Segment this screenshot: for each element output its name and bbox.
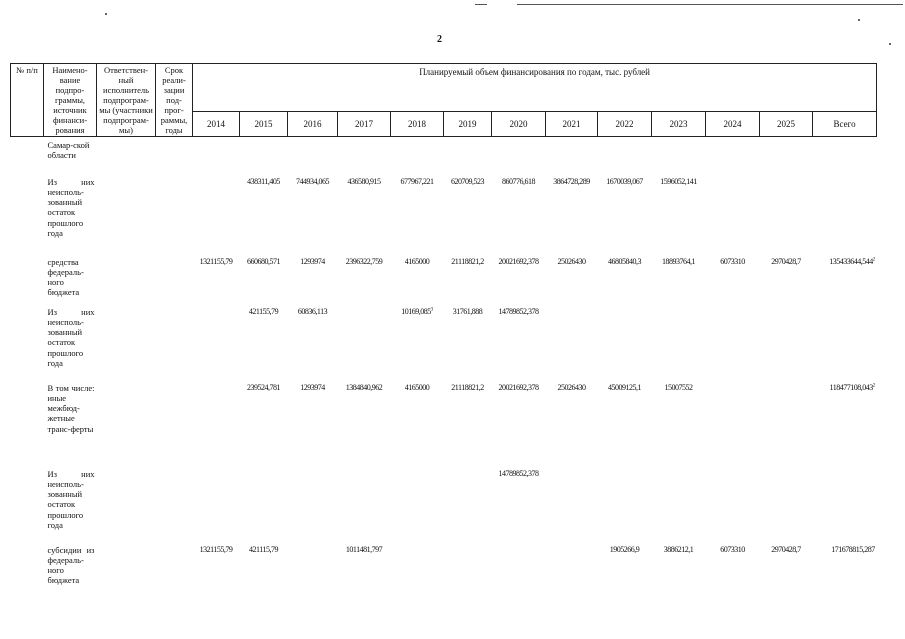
value-text: 45009125,1 bbox=[608, 382, 641, 392]
row-executor-cell bbox=[97, 254, 156, 304]
row-number-cell bbox=[11, 174, 44, 254]
row-value-cell bbox=[444, 254, 492, 304]
value-text: 1293974 bbox=[300, 256, 325, 266]
row-value-cell bbox=[492, 137, 546, 174]
footnote-mark: 2 bbox=[872, 382, 875, 388]
header-num: № п/п bbox=[11, 64, 44, 137]
row-value-cell bbox=[288, 254, 338, 304]
header-year: 2015 bbox=[240, 111, 288, 136]
row-value-cell bbox=[288, 466, 338, 542]
row-value-cell bbox=[706, 542, 760, 602]
row-value-cell bbox=[546, 380, 598, 466]
row-value-cell bbox=[546, 254, 598, 304]
row-value-cell bbox=[546, 542, 598, 602]
value-text: 1670039,067 bbox=[606, 176, 643, 186]
row-value-cell bbox=[760, 466, 813, 542]
row-term-cell bbox=[156, 466, 193, 542]
scan-dot bbox=[105, 13, 107, 15]
value-text: 421115,79 bbox=[249, 544, 278, 554]
value-text: 31761,888 bbox=[452, 306, 483, 316]
header-year: 2023 bbox=[652, 111, 706, 136]
row-number-cell bbox=[11, 254, 44, 304]
row-value-cell bbox=[598, 174, 652, 254]
row-value-cell bbox=[652, 380, 706, 466]
row-value-cell bbox=[193, 542, 240, 602]
row-value-cell bbox=[598, 542, 652, 602]
value-text: 3886212,1 bbox=[663, 544, 694, 554]
row-name-cell: Из них неисполь-зованный остаток прошлого года bbox=[47, 468, 95, 530]
row-value-cell bbox=[338, 174, 391, 254]
header-term: Срок реали-зации под-прог-раммы, годы bbox=[156, 64, 193, 137]
row-value-cell bbox=[598, 137, 652, 174]
value-text: 620709,523 bbox=[451, 176, 484, 186]
row-value-cell bbox=[444, 466, 492, 542]
row-value-cell bbox=[546, 466, 598, 542]
row-value-cell bbox=[546, 137, 598, 174]
value-text: 20021692,378 bbox=[498, 256, 539, 266]
row-value-cell bbox=[760, 137, 813, 174]
value-text: 3864728,289 bbox=[553, 176, 590, 186]
row-name-cell: субсидии из федераль-ного бюджета bbox=[47, 544, 95, 586]
header-year: 2014 bbox=[193, 111, 240, 136]
row-value-cell bbox=[444, 380, 492, 466]
value-text: 171678815,287 bbox=[831, 544, 875, 554]
header-year: 2018 bbox=[391, 111, 444, 136]
row-value-cell bbox=[391, 466, 444, 542]
header-year: 2021 bbox=[546, 111, 598, 136]
table-row bbox=[11, 254, 877, 304]
header-year: 2016 bbox=[288, 111, 338, 136]
header-year: 2022 bbox=[598, 111, 652, 136]
row-value-cell bbox=[338, 542, 391, 602]
row-value-cell bbox=[193, 254, 240, 304]
row-total-cell bbox=[813, 542, 877, 602]
header-year: 2025 bbox=[760, 111, 813, 136]
row-value-cell bbox=[288, 137, 338, 174]
row-value-cell bbox=[760, 174, 813, 254]
row-value-cell bbox=[240, 137, 288, 174]
row-name-cell: Из них неисполь-зованный остаток прошлого года bbox=[47, 176, 95, 238]
row-value-cell bbox=[391, 304, 444, 380]
value-text: 2970428,7 bbox=[771, 256, 801, 266]
value-text: 1905266,9 bbox=[609, 544, 640, 554]
value-text: 10169,085 bbox=[401, 306, 431, 316]
financing-table bbox=[10, 63, 877, 602]
header-year: 2019 bbox=[444, 111, 492, 136]
row-value-cell bbox=[706, 137, 760, 174]
value-text: 60836,113 bbox=[297, 306, 328, 316]
value-text: 1596052,141 bbox=[660, 176, 697, 186]
row-value-cell bbox=[193, 304, 240, 380]
row-value-cell bbox=[492, 542, 546, 602]
value-text: 25026430 bbox=[557, 382, 586, 392]
value-text: 21118821,2 bbox=[451, 256, 484, 266]
row-value-cell bbox=[288, 542, 338, 602]
header-executor: Ответствен-ный исполнитель подпрограм-мы (участники подпрограм-мы) bbox=[97, 64, 156, 137]
row-total-cell bbox=[813, 254, 877, 304]
row-name-cell: Из них неисполь-зованный остаток прошлого года bbox=[47, 306, 95, 368]
row-total-cell bbox=[813, 304, 877, 380]
row-value-cell bbox=[546, 304, 598, 380]
row-value-cell bbox=[193, 380, 240, 466]
value-text: 1293974 bbox=[300, 382, 325, 392]
value-text: 1321155,79 bbox=[199, 256, 233, 266]
table-row bbox=[11, 380, 877, 466]
row-term-cell bbox=[156, 137, 193, 174]
row-value-cell bbox=[444, 174, 492, 254]
row-total-cell bbox=[813, 466, 877, 542]
row-value-cell bbox=[598, 304, 652, 380]
row-value-cell bbox=[444, 137, 492, 174]
row-total-cell bbox=[813, 380, 877, 466]
value-text: 744934,065 bbox=[296, 176, 329, 186]
page-number: 2 bbox=[437, 34, 442, 45]
row-value-cell bbox=[193, 174, 240, 254]
row-executor-cell bbox=[97, 137, 156, 174]
scan-dot bbox=[889, 43, 891, 45]
value-text: 14789852,378 bbox=[498, 468, 539, 478]
row-executor-cell bbox=[97, 174, 156, 254]
row-value-cell bbox=[652, 466, 706, 542]
table-body bbox=[11, 137, 877, 602]
row-value-cell bbox=[760, 304, 813, 380]
table-row bbox=[11, 466, 877, 542]
row-value-cell bbox=[391, 254, 444, 304]
row-value-cell bbox=[492, 466, 546, 542]
row-term-cell bbox=[156, 380, 193, 466]
row-value-cell bbox=[240, 380, 288, 466]
value-text: 118477108,043 bbox=[829, 382, 873, 392]
row-value-cell bbox=[391, 137, 444, 174]
row-executor-cell bbox=[97, 380, 156, 466]
row-executor-cell bbox=[97, 466, 156, 542]
header-year: 2024 bbox=[706, 111, 760, 136]
row-value-cell bbox=[288, 174, 338, 254]
row-value-cell bbox=[240, 466, 288, 542]
row-value-cell bbox=[652, 542, 706, 602]
value-text: 1321155,79 bbox=[199, 544, 233, 554]
row-value-cell bbox=[706, 466, 760, 542]
row-value-cell bbox=[391, 380, 444, 466]
row-executor-cell bbox=[97, 542, 156, 602]
row-value-cell bbox=[338, 254, 391, 304]
row-value-cell bbox=[391, 542, 444, 602]
row-term-cell bbox=[156, 254, 193, 304]
value-text: 421155,79 bbox=[248, 306, 279, 316]
row-value-cell bbox=[338, 137, 391, 174]
row-number-cell bbox=[11, 137, 44, 174]
row-value-cell bbox=[240, 304, 288, 380]
row-value-cell bbox=[760, 380, 813, 466]
header-year: 2017 bbox=[338, 111, 391, 136]
table-row bbox=[11, 304, 877, 380]
value-text: 2970428,7 bbox=[771, 544, 801, 554]
row-value-cell bbox=[760, 254, 813, 304]
value-text: 4165000 bbox=[404, 256, 430, 266]
row-value-cell bbox=[492, 174, 546, 254]
row-value-cell bbox=[288, 380, 338, 466]
table-row bbox=[11, 137, 877, 174]
row-number-cell bbox=[11, 466, 44, 542]
row-value-cell bbox=[706, 174, 760, 254]
value-text: 25026430 bbox=[557, 256, 586, 266]
row-total-cell bbox=[813, 174, 877, 254]
row-value-cell bbox=[598, 380, 652, 466]
row-value-cell bbox=[338, 466, 391, 542]
value-text: 660680,571 bbox=[247, 256, 280, 266]
row-value-cell bbox=[760, 542, 813, 602]
row-value-cell bbox=[706, 254, 760, 304]
scan-dot bbox=[858, 19, 860, 21]
row-number-cell bbox=[11, 304, 44, 380]
row-value-cell bbox=[598, 254, 652, 304]
table-row bbox=[11, 174, 877, 254]
value-text: 860776,618 bbox=[502, 176, 535, 186]
row-value-cell bbox=[546, 174, 598, 254]
row-value-cell bbox=[193, 137, 240, 174]
row-value-cell bbox=[338, 304, 391, 380]
row-value-cell bbox=[444, 542, 492, 602]
row-term-cell bbox=[156, 174, 193, 254]
value-text: 677967,221 bbox=[400, 176, 434, 186]
row-name-cell: средства федераль-ного бюджета bbox=[47, 256, 84, 298]
value-text: 20021692,378 bbox=[498, 382, 539, 392]
row-value-cell bbox=[240, 542, 288, 602]
value-text: 1011481,797 bbox=[345, 544, 383, 554]
row-value-cell bbox=[492, 304, 546, 380]
row-number-cell bbox=[11, 380, 44, 466]
row-value-cell bbox=[706, 304, 760, 380]
row-term-cell bbox=[156, 304, 193, 380]
header-total: Всего bbox=[813, 111, 877, 136]
row-value-cell bbox=[652, 254, 706, 304]
header-row-group bbox=[11, 64, 877, 112]
top-rule-short bbox=[475, 4, 487, 5]
value-text: 14789852,378 bbox=[498, 306, 539, 316]
value-text: 436580,915 bbox=[347, 176, 381, 186]
row-value-cell bbox=[492, 254, 546, 304]
row-name-cell: Самар-ской области bbox=[47, 140, 90, 161]
value-text: 6073310 bbox=[720, 544, 745, 554]
value-text: 135433644,544 bbox=[829, 256, 873, 266]
value-text: 239524,781 bbox=[247, 382, 280, 392]
row-value-cell bbox=[391, 174, 444, 254]
row-value-cell bbox=[598, 466, 652, 542]
row-value-cell bbox=[288, 304, 338, 380]
row-value-cell bbox=[338, 380, 391, 466]
row-value-cell bbox=[652, 174, 706, 254]
row-value-cell bbox=[240, 254, 288, 304]
row-value-cell bbox=[492, 380, 546, 466]
row-value-cell bbox=[240, 174, 288, 254]
value-text: 46805840,3 bbox=[608, 256, 641, 266]
value-text: 2396322,759 bbox=[345, 256, 383, 266]
footnote-mark: 2 bbox=[872, 256, 875, 262]
value-text: 438311,405 bbox=[247, 176, 280, 186]
value-text: 15007552 bbox=[664, 382, 693, 392]
value-text: 6073310 bbox=[720, 256, 745, 266]
table-row bbox=[11, 542, 877, 602]
header-name: Наимено-вание подпро-граммы, источник финанси-рования bbox=[44, 64, 97, 137]
header-year: 2020 bbox=[492, 111, 546, 136]
value-text: 18893764,1 bbox=[662, 256, 695, 266]
value-text: 21118821,2 bbox=[451, 382, 484, 392]
row-value-cell bbox=[193, 466, 240, 542]
row-total-cell bbox=[813, 137, 877, 174]
row-executor-cell bbox=[97, 304, 156, 380]
row-value-cell bbox=[706, 380, 760, 466]
row-value-cell bbox=[652, 137, 706, 174]
footnote-mark: 3 bbox=[430, 306, 433, 312]
row-name-cell: В том числе: иные межбюд-жетные транс-ферты bbox=[47, 382, 95, 434]
row-value-cell bbox=[652, 304, 706, 380]
row-term-cell bbox=[156, 542, 193, 602]
value-text: 4165000 bbox=[404, 382, 430, 392]
value-text: 1384840,962 bbox=[345, 382, 383, 392]
header-financing-group: Планируемый объем финансирования по годам, тыс. рублей bbox=[193, 64, 877, 112]
row-number-cell bbox=[11, 542, 44, 602]
row-value-cell bbox=[444, 304, 492, 380]
top-rule bbox=[517, 4, 903, 5]
